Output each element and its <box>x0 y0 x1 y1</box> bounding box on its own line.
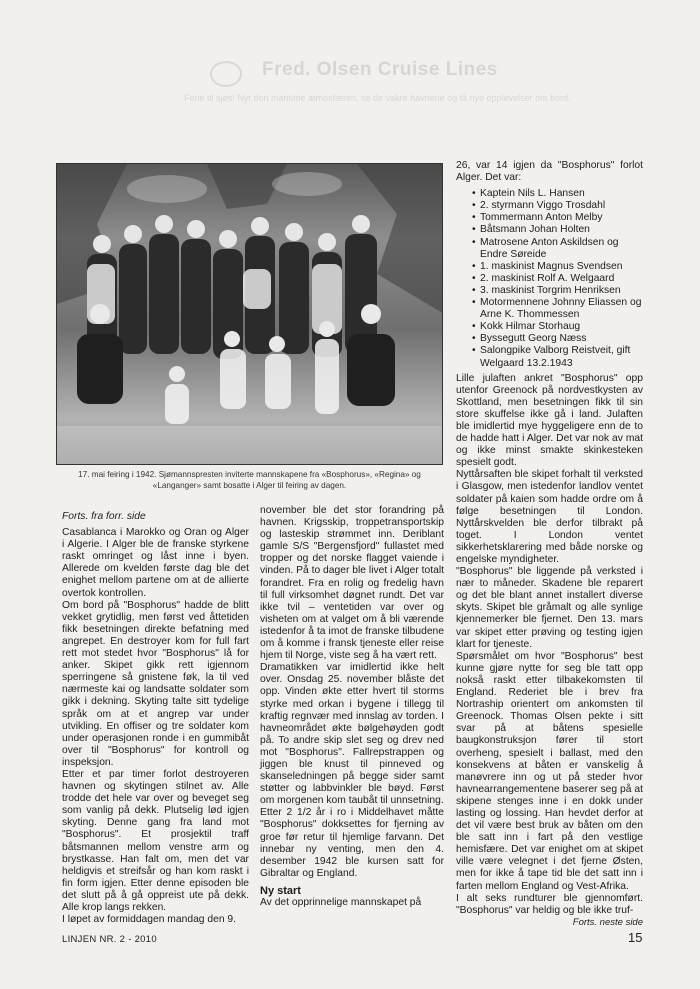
paragraph: Casablanca i Marokko og Oran og Alger i Algerie. I Alger ble de franske styrkene raskt omringet og låst inne i byen. Allerede om kvelden første dag ble det enighet mellom partene om at de allierte overtok kontrollen. <box>62 527 249 599</box>
list-item: • Båtsmann Johan Holten <box>474 224 643 236</box>
paragraph: Etter 2 1/2 år i ro i Middelhavet måtte "Bosphorus" dokksettes for fjerning av groe før retur til hjemlige farvann. Det innebar ny venting, men den 4. desember 1942 ble kursen satt for Gibraltar og England. <box>260 807 444 879</box>
paragraph: november ble det stor forandring på havnen. Krigsskip, troppetransportskip og lasteskip strømmet inn. Deriblant gamle S/S "Bergensfjord" fullastet med tropper og det norske flagget vaiende i vinden. På to dager ble livet i Alger totalt forandret. Fra en rolig og fredelig havn til full virksomhet døgnet rundt. Det var ikke tvil – ventetiden var over og visheten om at valget om å bli værende istedenfor å ta imot de franske tilbudene om å komme i fransk tjeneste eller reise hjem til Norge, viste seg å ha vært rett. <box>260 505 444 662</box>
paragraph: I alt seks rundturer ble gjennomført. "Bosphorus" var heldig og ble ikke truf- <box>456 892 643 916</box>
article-column-1 <box>62 511 249 926</box>
historical-group-photo <box>56 163 443 465</box>
paragraph: 26, var 14 igjen da "Bosphorus" forlot Alger. Det var: <box>456 160 643 184</box>
faded-show-through-banner <box>170 55 610 125</box>
paragraph: Etter et par timer forlot destroyeren havnen og skytingen stilnet av. Alle trodde det hele var over og beveget seg som vanlig på dekk. Plutselig lød igjen skyting. Denne gang fra land mot "Bosphorus". Et prosjektil traff båtsmannen mellom venstre arm og brystkasse. Han falt om, men det var heldigvis et streifsår og han kom raskt i fin form igjen. Etter denne episoden ble det slutt på å gå oppreist ute på dekk. Alle krop langs rekken. <box>62 768 249 913</box>
section-heading: Ny start <box>260 884 301 897</box>
issue-footer: LINJEN NR. 2 - 2010 <box>62 934 157 945</box>
list-item: • Motormennene Johnny Eliassen og Arne K. Thommessen <box>474 297 643 321</box>
list-item: • Matrosene Anton Askildsen og Endre Søreide <box>474 237 643 261</box>
list-item: • Kokk Hilmar Storhaug <box>474 321 643 333</box>
paragraph: I løpet av formiddagen mandag den 9. <box>62 914 237 926</box>
paragraph: Spørsmålet om hvor "Bosphorus" best kunne gjøre nytte for seg ble tatt opp nokså raskt etter tilbakekomsten til England. Rederiet ble i brev fra Nortraship orientert om ankomsten til Greenock. Thomas Olsen pekte i sitt svar på at båtens spesielle baugkonstruksjon fører til stort overheng, spesielt i ballast, med den konsekvens at båten er vanskelig å manøvrere inn og ut på steder hvor havnearrangementene baserer seg på at skipene stenges inne i en dokk under lasting og lossing. Han hevdet derfor at det vil være best bruk av båten om den ble satt inn i fart på den vestlige hemisfære. Det var enighet om at skipet ville være velegnet i det fjerne Østen, men for ikke å tape tid ble det satt inn i farten mellom England og Vest-Afrika. <box>456 650 643 892</box>
list-item: • Tommermann Anton Melby <box>474 212 643 224</box>
list-item: • 3. maskinist Torgrim Henriksen <box>474 285 643 297</box>
photo-caption: 17. mai feiring i 1942. Sjømannspresten inviterte mannskapene fra «Bosphorus», «Regina» og «Langanger» samt bosatte i Alger til feiring av dagen. <box>78 470 421 490</box>
crew-list <box>474 188 643 369</box>
list-item: • Byssegutt Georg Næss <box>474 333 643 345</box>
paragraph: Dramatikken var imidlertid ikke helt over. Onsdag 25. november blåste det opp. Vinden økte etter hvert til storms styrke med orkan i bygene i tillegg til kraftig regnvær med innslag av torden. I havneområdet økte bølgehøyden godt på. To andre skip slet seg og drev ned mot "Bosphorus". Fallrepstrappen og jiggen ble knust til pinneved og skanseledningen på begge sider samt støtter og labbvinkler ble bøyd. Først om morgenen kom taubåt til unnsetning. <box>260 662 444 807</box>
ghost-banner-subtitle: Ferie til sjøs! Nyt den maritime atmosfæren, se de vakre havnene og få nye opplevelser om bord. <box>184 93 571 103</box>
paragraph: Av det opprinnelige mannskapet på <box>260 897 422 908</box>
continued-to-note: Forts. neste side <box>572 916 643 928</box>
list-item: • 2. styrmann Viggo Trosdahl <box>474 200 643 212</box>
article-column-3 <box>456 160 643 929</box>
paragraph: "Bosphorus" ble liggende på verksted i nær to måneder. Skadene ble reparert og det ble blant annet installert diverse skyts. Skipet ble gråmalt og alle synlige kjennemerker ble fjernet. Den 13. mars var skipet etter prøving og testing igjen klart for tjeneste. <box>456 566 643 650</box>
article-column-2 <box>260 505 444 909</box>
ghost-logo-icon <box>210 61 242 87</box>
continued-from-note: Forts. fra forr. side <box>62 511 146 522</box>
list-item: • 2. maskinist Rolf A. Welgaard <box>474 273 643 285</box>
ghost-banner-title: Fred. Olsen Cruise Lines <box>262 59 498 80</box>
paragraph: Om bord på "Bosphorus" hadde de blitt vekket grytidlig, men først ved åttetiden fikk besetningen direkte befatning med angrepet. En destroyer kom for full fart rett mot stedet hvor "Bosphorus" lå for anker. Skipet gikk rett igjennom sperringene så gnistene føk, la til ved nærmeste kai og landsatte soldater som gikk i dekning. Skyting talte sitt tydelige språk om at et angrep var under utvikling. En offiser og tre soldater kom under operasjonen ronde i en gummibåt over til "Bosphorus" for kontroll og inspeksjon. <box>62 599 249 768</box>
list-item: • Salongpike Valborg Reistveit, gift Welgaard 13.2.1943 <box>474 345 643 369</box>
paragraph: Nyttårsaften ble skipet forhalt til verksted i Glasgow, men istedenfor landlov ventet soldater på kaien som hadde ordre om å følge besetningen til London. Nyttårskvelden ble derfor tilbrakt på toget. I London ventet sikkerhetsklarering med både norske og engelske myndigheter. <box>456 469 643 565</box>
list-item: • Kaptein Nils L. Hansen <box>474 188 643 200</box>
page-number: 15 <box>628 930 643 945</box>
paragraph: Lille julaften ankret "Bosphorus" opp utenfor Greenock på nordvestkysten av Skottland, men besetningen fikk til sin store skuffelse ikke gå i land. Julaften ble imidlertid mye hyggeligere enn de to de hadde hatt i Alger. Det var nok av mat og ikke minst smakte skinkesteken spesielt godt. <box>456 372 643 469</box>
list-item: • 1. maskinist Magnus Svendsen <box>474 261 643 273</box>
